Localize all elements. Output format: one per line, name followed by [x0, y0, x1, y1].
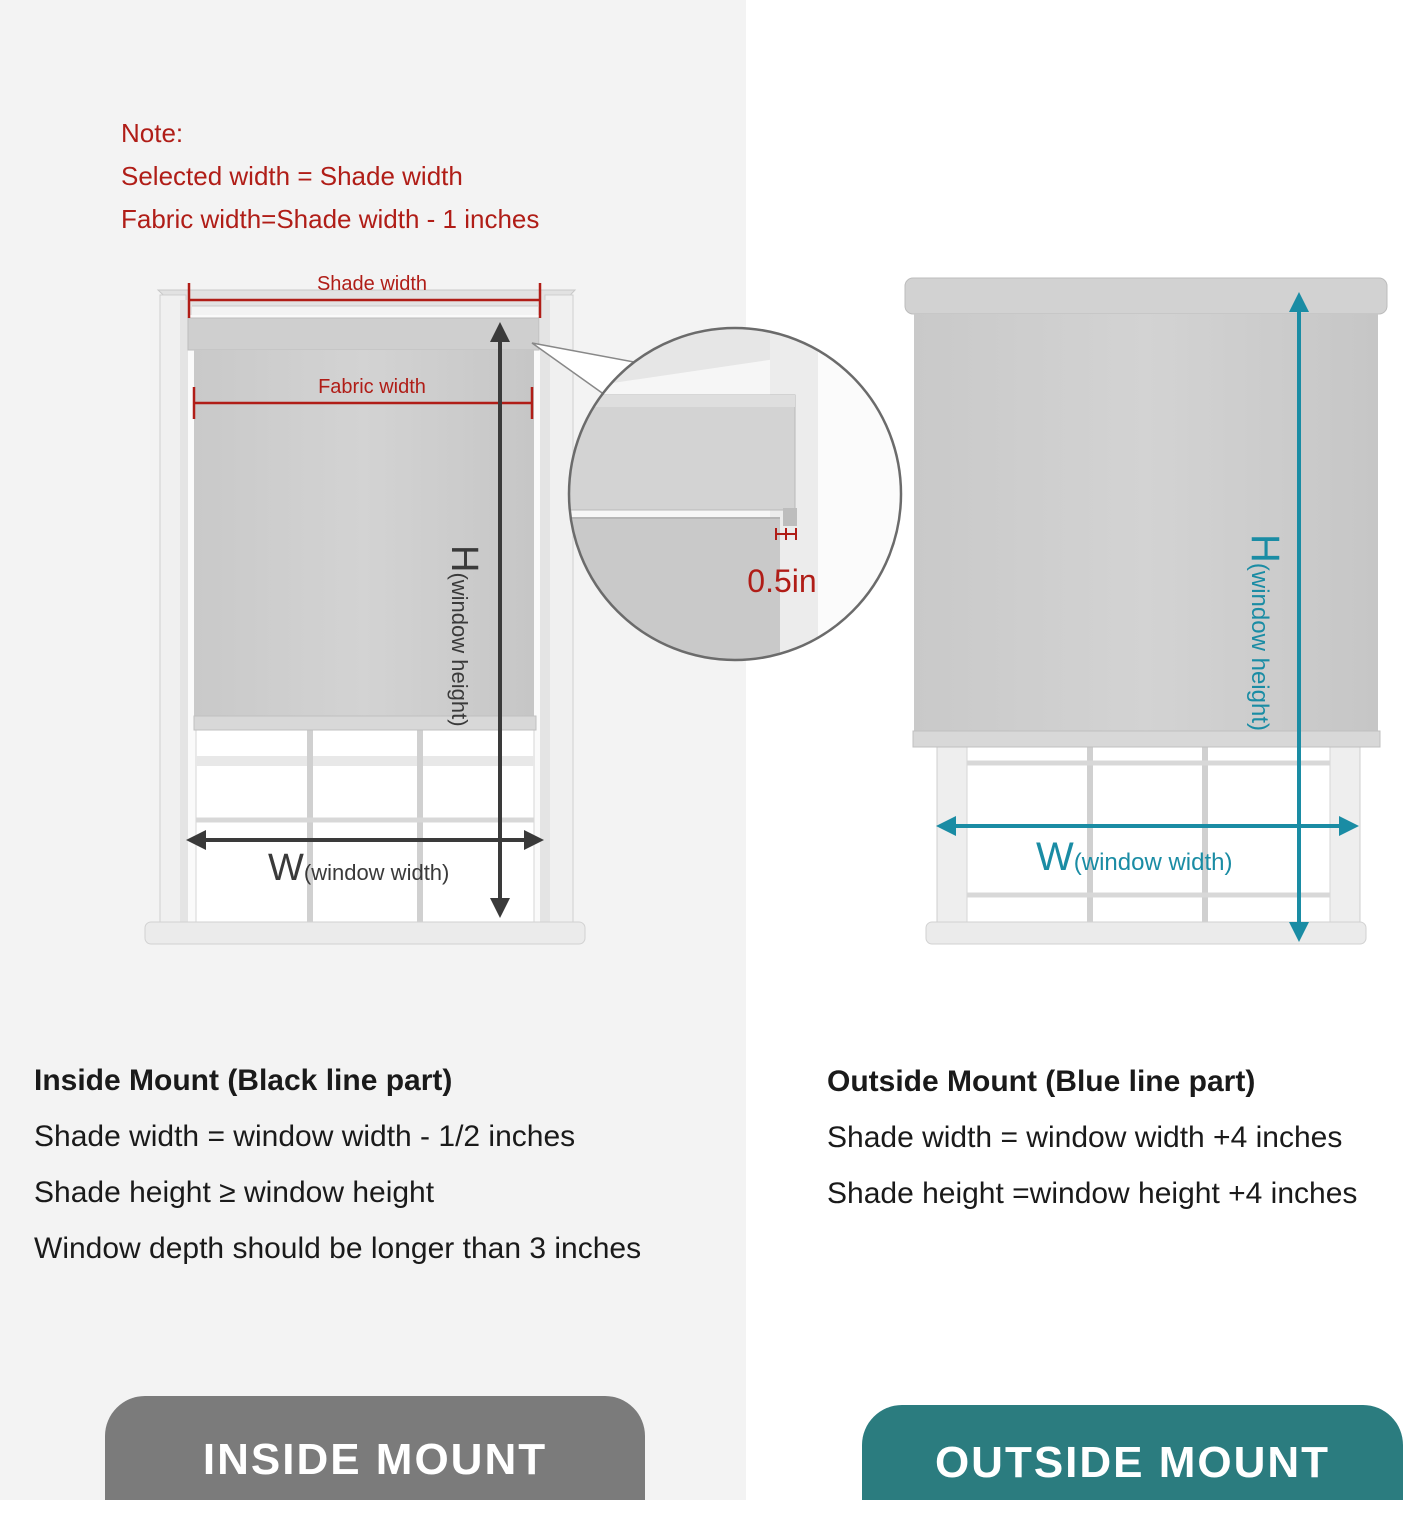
inside-rule-width: Shade width = window width - 1/2 inches: [34, 1120, 576, 1153]
outside-width-sub: (window width): [1073, 849, 1233, 876]
note-line-fabric-width: Fabric width=Shade width - 1 inches: [121, 204, 540, 234]
inside-width-letter: W: [268, 847, 304, 889]
inside-width-sub: (window width): [303, 860, 450, 885]
inside-mount-button[interactable]: INSIDE MOUNT: [105, 1396, 645, 1500]
outside-rule-height: Shade height =window height +4 inches: [827, 1177, 1358, 1210]
note-line-selected-width: Selected width = Shade width: [121, 161, 463, 191]
outside-rule-width: Shade width = window width +4 inches: [827, 1121, 1343, 1154]
outside-height-sub: (window height): [1246, 562, 1273, 731]
note-title: Note:: [121, 118, 184, 148]
fabric-width-label: Fabric width: [318, 376, 426, 398]
inside-height-letter: H: [443, 545, 485, 573]
outside-mount-button[interactable]: OUTSIDE MOUNT: [862, 1405, 1403, 1500]
outside-height-letter: H: [1243, 534, 1287, 563]
shade-width-label: Shade width: [316, 273, 428, 295]
detail-gap-label: 0.5in: [747, 563, 817, 599]
inside-height-sub: (window height): [447, 572, 472, 727]
inside-mount-heading: Inside Mount (Black line part): [34, 1064, 453, 1097]
outside-shade: [905, 278, 1387, 747]
outside-width-letter: W: [1036, 835, 1074, 879]
inside-rule-height: Shade height ≥ window height: [34, 1176, 435, 1209]
inside-mount-instructions: [34, 1053, 641, 1277]
outside-mount-instructions: [827, 1054, 1357, 1222]
inside-rule-depth: Window depth should be longer than 3 inches: [34, 1232, 642, 1265]
outside-mount-heading: Outside Mount (Blue line part): [827, 1065, 1256, 1098]
